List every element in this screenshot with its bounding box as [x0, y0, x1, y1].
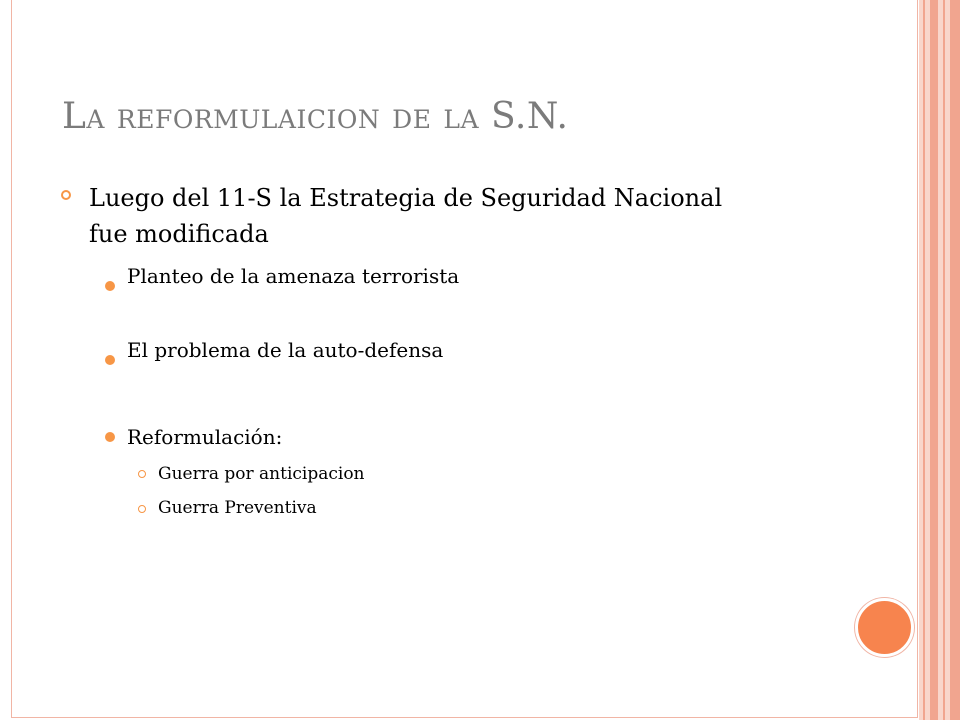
decorative-stripe [943, 0, 945, 720]
slide-title: La reformulaicion de la S.N. [62, 96, 569, 137]
bullet-dot-icon [105, 355, 115, 365]
decorative-circle [855, 598, 914, 657]
sub-sub-bullet-text: Guerra por anticipacion [158, 464, 365, 484]
sub-sub-bullet-text: Guerra Preventiva [158, 498, 317, 518]
decorative-stripe [923, 0, 925, 720]
bullet-dot-icon [105, 281, 115, 291]
decorative-stripe [930, 0, 938, 720]
bullet-ring-icon [138, 505, 146, 513]
bullet-ring-icon [138, 470, 146, 478]
decorative-stripe [950, 0, 960, 720]
bullet-ring-icon [61, 190, 71, 200]
sub-bullet-text: El problema de la auto-defensa [127, 338, 444, 362]
sub-bullet-text: Planteo de la amenaza terrorista [127, 264, 460, 288]
sub-bullet-text: Reformulación: [127, 425, 283, 449]
main-bullet-text: Luego del 11-S la Estrategia de Seguridad Nacional fue modificada [89, 184, 723, 248]
bullet-dot-icon [105, 432, 115, 442]
